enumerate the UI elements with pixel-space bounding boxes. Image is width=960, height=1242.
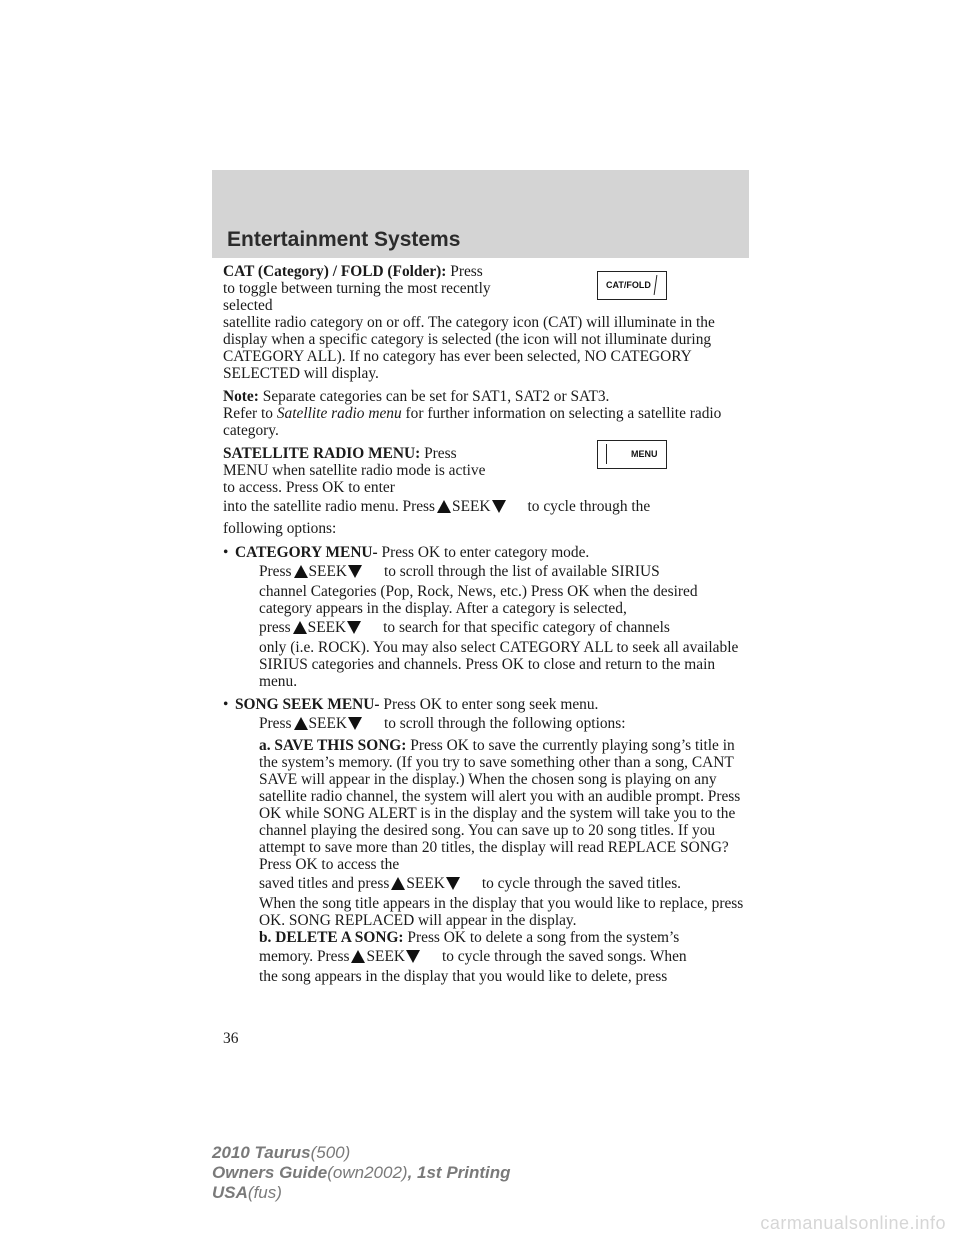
- satellite-menu-reference: Satellite radio menu: [276, 405, 402, 422]
- category-menu-term: CATEGORY MENU-: [235, 544, 378, 561]
- seek-down-icon: [348, 717, 362, 730]
- bullet: •: [223, 544, 229, 561]
- seek-up-icon: [437, 500, 451, 513]
- page-content: CAT (Category) / FOLD (Folder): Press to toggle between turning the most recently selected satellite radio category on or off. The category icon (CAT) will illuminate in the display when a specific category is selected (the icon will not illuminate during CATEGORY ALL). If no category has ever been selected, NO CATEGORY SELECTED will display. Note: Separate categories can be set for SAT1, SAT2 or SAT3. Refer to Satellite radio menu for further information on selecting a satellite radio category. SATELLITE RADIO MENU: Press MENU when satellite radio mode is active to access. Press OK to enter into the satellite radio menu. Press SEEK to cycle through the following options: • CATEGORY MENU- Press OK to enter category mode. Press SEEK to scroll through the list of available SIRIUS channel Categories (Pop, Rock, News, etc.) Press OK when the desired category appears in the display. After a category is selected, press SEEK to search for that specific category of channels only (i.e. ROCK). You may also select CATEGORY ALL to seek all available SIRIUS categories and channels. Press OK to close and return to the main menu. • SONG SEEK MENU- Press OK to enter song seek menu. Press SEEK to scroll through the following options: a. SAVE THIS SONG: Press OK to save the currently playing song’s title in the system’s memory. (If you try to save something other than a song, CANT SAVE will appear in the display.) When the chosen song is playing on any satellite radio channel, the system will alert you with an audible prompt. Press OK while SONG ALERT is in the display and the system will take you to the channel playing the desired song. You can save up to 20 song titles. If you attempt to save more than 20 titles, the display will read REPLACE SONG? Press OK to access the saved titles and press SEEK to cycle through the saved titles. When the song title appears in the display that you would like to replace, press OK. SONG REPLACED will appear in the display. b. DELETE A SONG: Press OK to delete a song from the system’s memory. Press SEEK to cycle through the saved songs. When the song appears in the display that you would like to delete, press: [223, 263, 750, 985]
- song-seek-menu-item: • SONG SEEK MENU- Press OK to enter song seek menu. Press SEEK to scroll through the following options: a. SAVE THIS SONG: Press OK to save the currently playing song’s title in the system’s memory. (If you try to save something other than a song, CANT SAVE will appear in the display.) When the chosen song is playing on any satellite radio channel, the system will alert you with an audible prompt. Press OK while SONG ALERT is in the display and the system will take you to the channel playing the desired song. You can save up to 20 song titles. If you attempt to save more than 20 titles, the display will read REPLACE SONG? Press OK to access the saved titles and press SEEK to cycle through the saved titles. When the song title appears in the display that you would like to replace, press OK. SONG REPLACED will appear in the display. b. DELETE A SONG: Press OK to delete a song from the system’s memory. Press SEEK to cycle through the saved songs. When the song appears in the display that you would like to delete, press: [223, 696, 750, 985]
- save-song-term: a. SAVE THIS SONG:: [259, 737, 407, 754]
- category-menu-item: • CATEGORY MENU- Press OK to enter category mode. Press SEEK to scroll through the list of available SIRIUS channel Categories (Pop, Rock, News, etc.) Press OK when the desired category appears in the display. After a category is selected, press SEEK to search for that specific category of channels only (i.e. ROCK). You may also select CATEGORY ALL to seek all available SIRIUS categories and channels. Press OK to close and return to the main menu.: [223, 544, 750, 690]
- menu-button-label: MENU: [631, 449, 658, 459]
- document-footer: 2010 Taurus(500) Owners Guide(own2002), 1st Printing USA(fus): [212, 1143, 511, 1202]
- cat-fold-term: CAT (Category) / FOLD (Folder):: [223, 263, 447, 280]
- save-song-option: a. SAVE THIS SONG: Press OK to save the currently playing song’s title in the system’s memory. (If you try to save something other than a song, CANT SAVE will appear in the display.) When the chosen song is playing on any satellite radio channel, the system will alert you with an audible prompt. Press OK while SONG ALERT is in the display and the system will take you to the channel playing the desired song. You can save up to 20 song titles. If you attempt to save more than 20 titles, the display will read REPLACE SONG? Press OK to access the: [259, 737, 741, 873]
- seek-label: SEEK: [308, 715, 347, 732]
- seek-line: press SEEK to search for that specific category of channels: [259, 619, 670, 636]
- seek-down-icon: [347, 621, 361, 634]
- seek-down-icon: [446, 877, 460, 890]
- seek-label: SEEK: [452, 498, 491, 515]
- cat-fold-body-rest: satellite radio category on or off. The category icon (CAT) will illuminate in the display when a specific category is selected (the icon will not illuminate during CATEGORY ALL). If no category has ever been selected, NO CATEGORY SELECTED will display.: [223, 314, 715, 382]
- note-text: Separate categories can be set for SAT1, SAT2 or SAT3.: [262, 388, 610, 405]
- satellite-menu-term: SATELLITE RADIO MENU:: [223, 445, 421, 462]
- note-term: Note:: [223, 388, 259, 405]
- page-number: 36: [223, 1030, 239, 1047]
- seek-up-icon: [391, 877, 405, 890]
- delete-song-option: b. DELETE A SONG: Press OK to delete a song from the system’s: [259, 929, 680, 946]
- delete-song-term: b. DELETE A SONG:: [259, 929, 404, 946]
- song-seek-menu-term: SONG SEEK MENU-: [235, 696, 380, 713]
- seek-up-icon: [351, 950, 365, 963]
- footer-guide: Owners Guide: [212, 1163, 328, 1182]
- seek-label: SEEK: [366, 948, 405, 965]
- section-title: Entertainment Systems: [227, 228, 461, 251]
- cat-fold-button-label: CAT/FOLD: [606, 280, 651, 290]
- footer-model: 2010 Taurus: [212, 1143, 311, 1162]
- section-header: [212, 170, 749, 258]
- seek-label: SEEK: [307, 619, 347, 636]
- note-reference: Refer to Satellite radio menu for further information on selecting a satellite radio category.: [223, 405, 722, 439]
- seek-down-icon: [406, 950, 420, 963]
- seek-line: into the satellite radio menu. Press SEEK to cycle through the: [223, 498, 651, 515]
- seek-line: memory. Press SEEK to cycle through the saved songs. When: [259, 948, 687, 965]
- seek-label: SEEK: [406, 875, 445, 892]
- note-paragraph: [223, 388, 750, 405]
- seek-down-icon: [348, 565, 362, 578]
- seek-up-icon: [294, 565, 308, 578]
- seek-up-icon: [294, 717, 308, 730]
- seek-down-icon: [492, 500, 506, 513]
- satellite-menu-paragraph: SATELLITE RADIO MENU: Press MENU when satellite radio mode is active to access. Press OK to enter: [223, 445, 486, 496]
- seek-up-icon: [293, 621, 307, 634]
- seek-line: saved titles and press SEEK to cycle through the saved titles.: [259, 875, 682, 892]
- seek-label: SEEK: [308, 563, 347, 580]
- seek-line: Press SEEK to scroll through the list of available SIRIUS: [259, 563, 660, 580]
- watermark: carmanualsonline.info: [760, 1213, 946, 1233]
- cat-fold-paragraph: [223, 263, 750, 382]
- footer-region: USA: [212, 1183, 248, 1202]
- bullet: •: [223, 696, 229, 713]
- seek-line: Press SEEK to scroll through the following options:: [259, 715, 626, 732]
- cat-fold-body-start: Press to toggle between turning the most recently selected: [223, 263, 491, 314]
